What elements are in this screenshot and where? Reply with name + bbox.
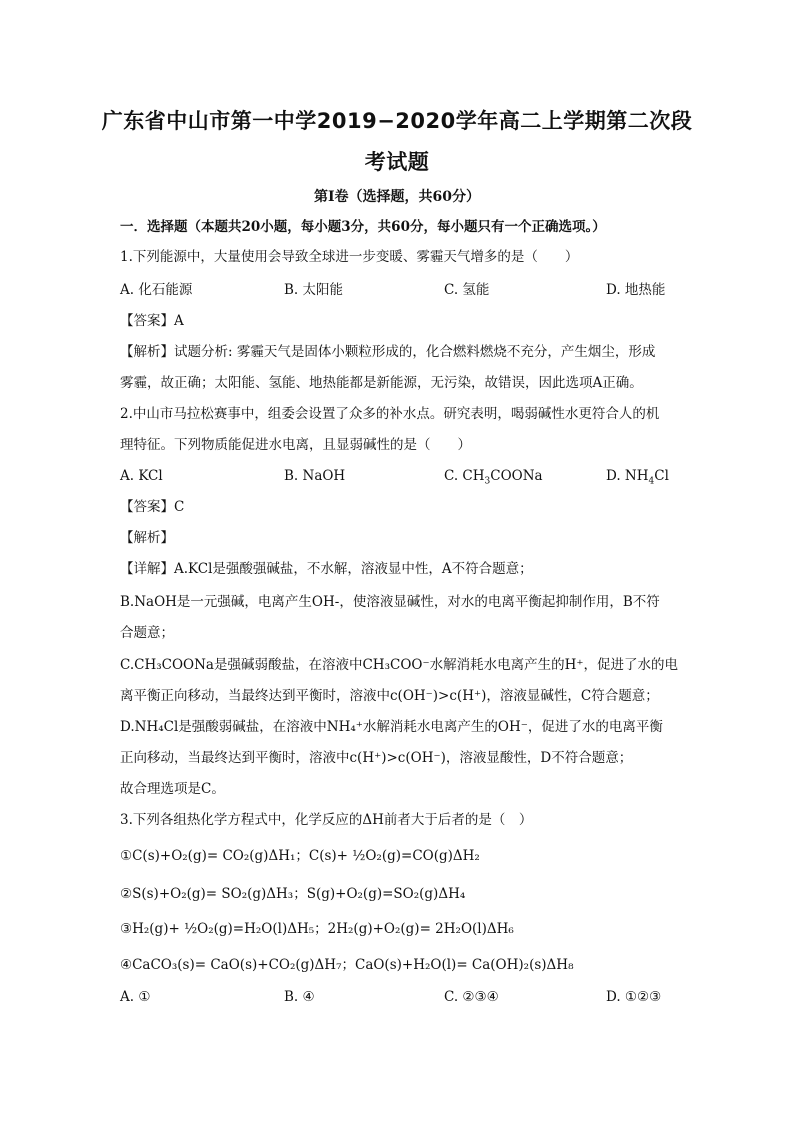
q2-option-d-post: Cl (654, 468, 669, 484)
q3-equation-3: ③H₂(g)+ ½O₂(g)=H₂O(l)ΔH₅；2H₂(g)+O₂(g)= 2H₂O(l)ΔH₆ (120, 921, 514, 937)
q3-equation-4: ④CaCO₃(s)= CaO(s)+CO₂(g)ΔH₇；CaO(s)+H₂O(l)= Ca(OH)₂(s)ΔH₈ (120, 957, 574, 973)
volume-heading: 第Ⅰ卷（选择题，共60分） (313, 189, 481, 205)
q3-equation-1: ①C(s)+O₂(g)= CO₂(g)ΔH₁；C(s)+ ½O₂(g)=CO(g)ΔH₂ (120, 848, 480, 864)
q2-detail-d-line1: D.NH₄Cl是强酸弱碱盐，在溶液中NH₄⁺水解消耗水电离产生的OH⁻，促进了水的电离平衡 (120, 719, 663, 735)
q1-option-a: A. 化石能源 (120, 282, 193, 298)
q2-stem-line2: 理特征。下列物质能促进水电离，且显弱碱性的是（ ） (120, 437, 471, 453)
q1-answer: 【答案】A (120, 313, 184, 329)
q1-analysis-line1: 【解析】试题分析: 雾霾天气是固体小颗粒形成的，化合燃料燃烧不充分，产生烟尘，形成 (120, 344, 656, 360)
q2-detail-b-line2: 合题意； (120, 625, 174, 641)
q2-detail-b-line1: B.NaOH是一元强碱，电离产生OH-，使溶液显碱性，对水的电离平衡起抑制作用，B不符 (120, 594, 660, 610)
q2-option-c-pre: C. CH (444, 468, 485, 484)
section-heading: 一．选择题（本题共20小题，每小题3分，共60分，每小题只有一个正确选项。） (120, 219, 606, 235)
q2-option-b: B. NaOH (284, 468, 346, 484)
q3-option-d: D. ①②③ (606, 989, 662, 1005)
exam-title-line2: 考试题 (364, 150, 430, 174)
q2-detail-c-line1: C.CH₃COONa是强碱弱酸盐，在溶液中CH₃COO⁻水解消耗水电离产生的H⁺，促进了水的电 (120, 657, 678, 673)
q2-option-d-pre: D. NH (606, 468, 649, 484)
q1-option-b: B. 太阳能 (284, 282, 344, 298)
q2-option-c (444, 466, 543, 486)
q2-detail-a: 【详解】A.KCl是强酸强碱盐，不水解，溶液显中性，A不符合题意； (120, 561, 533, 577)
q3-option-b: B. ④ (284, 989, 315, 1005)
q2-detail-d-line2: 正向移动，当最终达到平衡时，溶液中c(H⁺)>c(OH⁻)，溶液显酸性，D不符合题意； (120, 750, 633, 766)
q2-detail-c-line2: 离平衡正向移动，当最终达到平衡时，溶液中c(OH⁻)>c(H⁺)，溶液显碱性，C符合题意； (120, 688, 659, 704)
exam-title-line1: 广东省中山市第一中学2019−2020学年高二上学期第二次段 (101, 109, 693, 133)
q3-stem: 3.下列各组热化学方程式中，化学反应的ΔH前者大于后者的是（ ） (120, 812, 533, 828)
q1-analysis-line2: 雾霾，故正确；太阳能、氢能、地热能都是新能源，无污染，故错误，因此选项A正确。 (120, 375, 643, 391)
q3-option-a: A. ① (120, 989, 151, 1005)
q3-equation-2: ②S(s)+O₂(g)= SO₂(g)ΔH₃；S(g)+O₂(g)=SO₂(g)ΔH₄ (120, 886, 466, 902)
q2-option-d (606, 466, 669, 486)
q2-analysis-label: 【解析】 (120, 530, 174, 546)
q2-option-a: A. KCl (120, 468, 163, 484)
q3-option-c: C. ②③④ (444, 989, 499, 1005)
q2-option-d-sub: 4 (648, 476, 655, 487)
q2-option-c-post: COONa (490, 468, 543, 484)
q1-option-d: D. 地热能 (606, 282, 666, 298)
q2-option-c-sub: 3 (484, 476, 491, 487)
q2-stem-line1: 2.中山市马拉松赛事中，组委会设置了众多的补水点。研究表明，喝弱碱性水更符合人的机 (120, 406, 660, 422)
q2-conclusion: 故合理选项是C。 (120, 781, 225, 797)
q1-stem: 1.下列能源中，大量使用会导致全球进一步变暖、雾霾天气增多的是（ ） (120, 249, 579, 265)
q2-answer: 【答案】C (120, 499, 185, 515)
q1-option-c: C. 氢能 (444, 282, 490, 298)
